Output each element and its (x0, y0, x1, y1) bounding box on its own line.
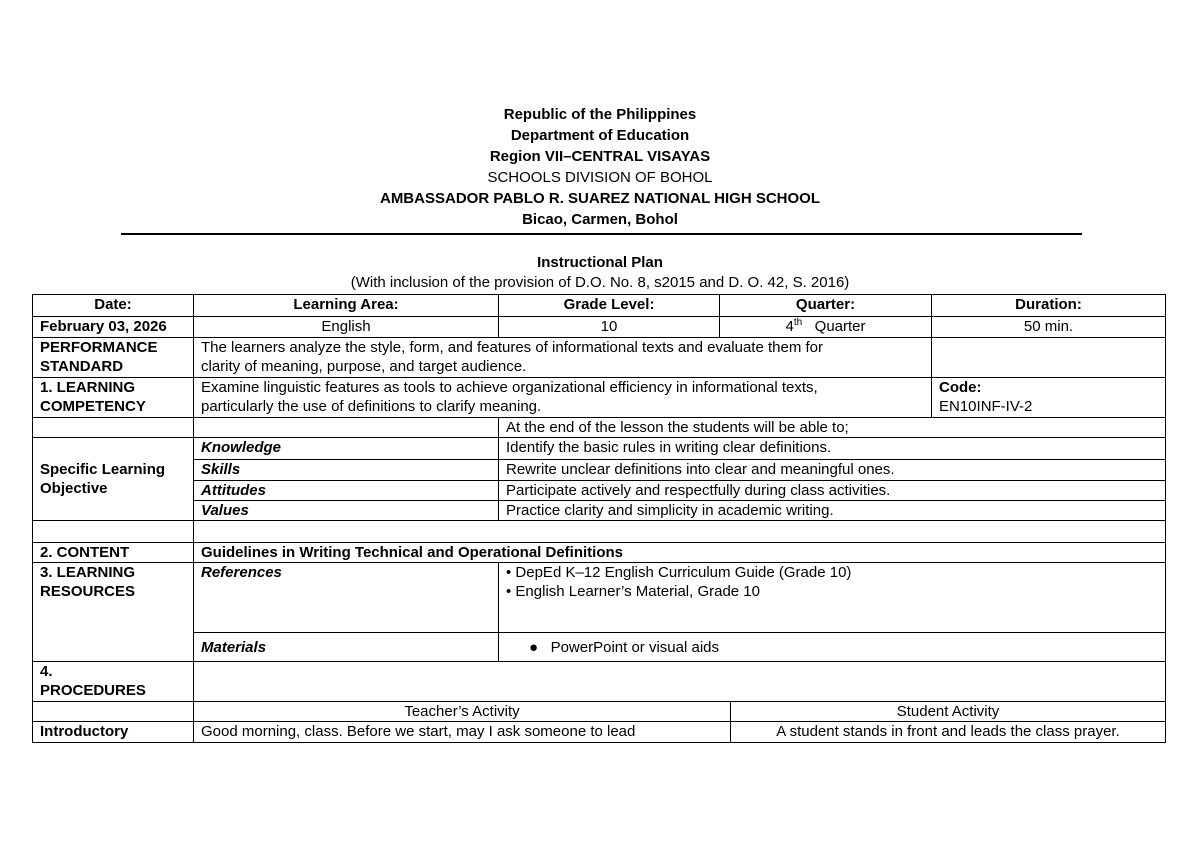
performance-label-line2: STANDARD (40, 358, 124, 375)
date-value: February 03, 2026 (33, 317, 194, 338)
objective-domain: Knowledge (194, 438, 499, 460)
objective-text: Rewrite unclear definitions into clear and meaningful ones. (499, 460, 1166, 481)
quarter-value (720, 317, 932, 338)
teacher-activity-text: Good morning, class. Before we start, may I ask someone to lead (194, 722, 731, 743)
materials-label: Materials (194, 633, 499, 662)
reference-item: • English Learner’s Material, Grade 10 (506, 583, 760, 600)
performance-text-line2: clarity of meaning, purpose, and target audience. (201, 358, 527, 375)
competency-code-cell (932, 378, 1166, 418)
materials-list (499, 633, 1166, 662)
material-item: PowerPoint or visual aids (550, 638, 719, 656)
performance-standard-row (33, 338, 1166, 378)
spacer-right (194, 521, 1166, 543)
date-label: Date: (33, 295, 194, 317)
header-division: SCHOOLS DIVISION OF BOHOL (487, 169, 713, 186)
activity-header-empty (33, 702, 194, 722)
objectives-intro-empty (33, 418, 194, 438)
plan-title: Instructional Plan (537, 254, 663, 271)
references-list (499, 563, 1166, 633)
instructional-plan-table (32, 294, 1165, 743)
document-header (0, 104, 1200, 230)
learning-competency-label (33, 378, 194, 418)
objective-row (33, 501, 1166, 521)
objective-domain: Skills (194, 460, 499, 481)
objective-label-line1: Specific Learning (40, 461, 166, 478)
procedures-label (33, 662, 194, 702)
header-region: Region VII–CENTRAL VISAYAS (489, 148, 711, 165)
objective-row (33, 460, 1166, 481)
header-school: AMBASSADOR PABLO R. SUAREZ NATIONAL HIGH SCHOOL (379, 190, 820, 207)
procedures-empty (194, 662, 1166, 702)
duration-label: Duration: (932, 295, 1166, 317)
plan-title-block (0, 253, 1200, 293)
activity-header-row (33, 702, 1166, 722)
objective-text: Participate actively and respectfully during class activities. (499, 481, 1166, 501)
objectives-intro-text: At the end of the lesson the students will be able to; (499, 418, 1166, 438)
objective-text: Identify the basic rules in writing clear definitions. (499, 438, 1166, 460)
introductory-label: Introductory (33, 722, 194, 743)
objective-domain: Attitudes (194, 481, 499, 501)
info-header-row (33, 295, 1166, 317)
performance-standard-label (33, 338, 194, 378)
objectives-intro-row (33, 418, 1166, 438)
content-text: Guidelines in Writing Technical and Operational Definitions (194, 543, 1166, 563)
content-label: 2. CONTENT (33, 543, 194, 563)
plan-subtitle: (With inclusion of the provision of D.O. No. 8, s2015 and D. O. 42, S. 2016) (350, 274, 850, 291)
performance-standard-text (194, 338, 932, 378)
learning-competency-text (194, 378, 932, 418)
objectives-intro-empty2 (194, 418, 499, 438)
info-value-row (33, 317, 1166, 338)
quarter-number: 4 (785, 318, 794, 335)
introductory-row (33, 722, 1166, 743)
grade-level-value: 10 (499, 317, 720, 338)
duration-value: 50 min. (932, 317, 1166, 338)
competency-text-line1: Examine linguistic features as tools to achieve organizational efficiency in informational texts, (201, 379, 818, 396)
resources-label-line1: 3. LEARNING (40, 564, 136, 581)
header-department: Department of Education (510, 127, 690, 144)
competency-code-label: Code: (939, 379, 982, 396)
references-label: References (194, 563, 499, 633)
procedures-label-line1: 4. (40, 663, 53, 680)
quarter-suffix: th (793, 317, 803, 328)
competency-text-line2: particularly the use of definitions to clarify meaning. (201, 398, 542, 415)
performance-label-line1: PERFORMANCE (40, 339, 158, 356)
competency-label-line1: 1. LEARNING (40, 379, 136, 396)
references-row (33, 563, 1166, 633)
grade-level-label: Grade Level: (499, 295, 720, 317)
learning-area-value: English (194, 317, 499, 338)
procedures-row (33, 662, 1166, 702)
header-address: Bicao, Carmen, Bohol (522, 211, 678, 228)
quarter-word: Quarter (814, 318, 866, 335)
performance-standard-empty (932, 338, 1166, 378)
performance-text-line1: The learners analyze the style, form, and features of informational texts and evaluate them for (201, 339, 823, 356)
procedures-label-line2: PROCEDURES (40, 682, 146, 699)
content-row (33, 543, 1166, 563)
reference-item: • DepEd K–12 English Curriculum Guide (Grade 10) (506, 564, 852, 581)
header-divider (121, 233, 1082, 235)
learning-resources-label (33, 563, 194, 662)
spacer-row (33, 521, 1166, 543)
objective-text: Practice clarity and simplicity in academic writing. (499, 501, 1166, 521)
student-activity-text: A student stands in front and leads the class prayer. (731, 722, 1166, 743)
objective-row (33, 438, 1166, 460)
objective-domain: Values (194, 501, 499, 521)
objective-label-line2: Objective (40, 480, 108, 497)
specific-objective-label (33, 438, 194, 521)
objective-row (33, 481, 1166, 501)
competency-code: EN10INF-IV-2 (939, 398, 1033, 415)
quarter-label: Quarter: (720, 295, 932, 317)
spacer-left (33, 521, 194, 543)
learning-competency-row (33, 378, 1166, 418)
resources-label-line2: RESOURCES (40, 583, 136, 600)
materials-row (33, 633, 1166, 662)
bullet-icon: ● (529, 638, 539, 656)
header-republic: Republic of the Philippines (503, 106, 697, 123)
teacher-activity-header: Teacher’s Activity (194, 702, 731, 722)
student-activity-header: Student Activity (731, 702, 1166, 722)
competency-label-line2: COMPETENCY (40, 398, 146, 415)
learning-area-label: Learning Area: (194, 295, 499, 317)
